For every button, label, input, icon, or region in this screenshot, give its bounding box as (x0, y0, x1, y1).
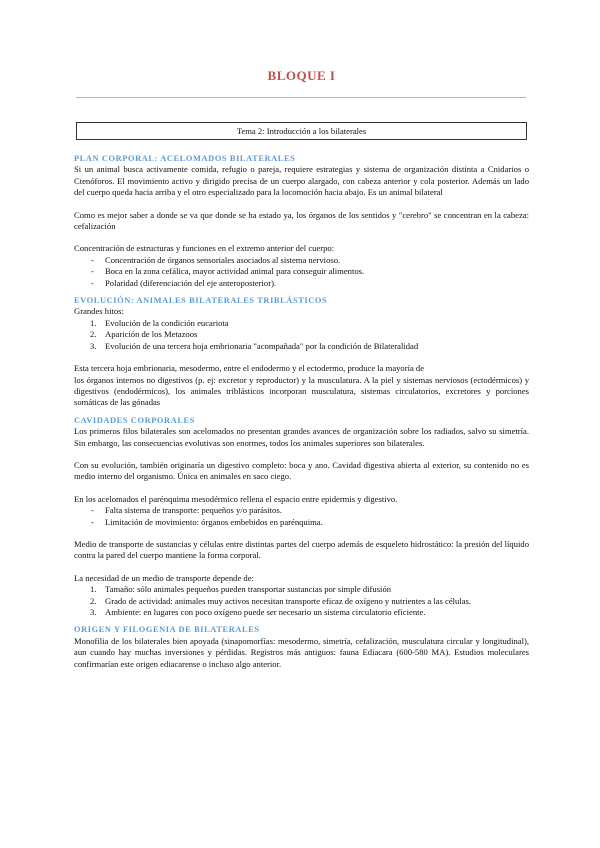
document-body (74, 153, 529, 670)
list-item: 2. Aparición de los Metazoos (90, 329, 198, 340)
section-heading-acelomados: PLAN CORPORAL: ACELOMADOS BILATERALES (74, 154, 296, 163)
numbered-list (74, 318, 529, 352)
paragraph: Grandes hitos: (74, 306, 124, 317)
paragraph: Monofilia de los bilaterales bien apoyada (sinapomorfías: mesodermo, simetría, cefalización, musculatura circular y longitudinal), aun cuando hay muchas inversiones y pérdidas. Registros más antiguos: fauna Ediacara (600-580 MA). Estudios moleculares confirmarían este origen ediacarense o incluso algo anterior. (74, 635, 529, 669)
bullet-list (74, 505, 529, 528)
paragraph: Los primeros filos bilaterales son acelomados no presentan grandes avances de organización sobre los radiados, salvo su simetría. Sin embargo, las consecuencias evolutivas son enormes, todos los animales superiores son bilaterales. (74, 426, 529, 448)
list-item: 2. Grado de actividad: animales muy activos necesitan transporte eficaz de oxígeno y nutrientes a las células. (90, 595, 472, 606)
paragraph: Concentración de estructuras y funciones en el extremo anterior del cuerpo: (74, 243, 335, 254)
section-heading-origen: ORIGEN Y FILOGENIA DE BILATERALES (74, 625, 260, 635)
paragraph: Con su evolución, también originaría un digestivo completo: boca y ano. Cavidad digestiva abierta al exterior, su contenido no es medio interno del organismo. Única en animales en saco ciego. (74, 459, 529, 482)
paragraph: Como es mejor saber a donde se va que donde se ha estado ya, los órganos de los sentidos y "cerebro" se concentran en la cabeza: cefalización (74, 209, 529, 232)
paragraph: Medio de transporte de sustancias y células entre distintas partes del cuerpo además de esqueleto hidrostático: la presión del líquido contra la pared del cuerpo mantiene la forma corporal. (74, 538, 529, 561)
list-item: 3. Ambiente: en lugares con poco oxígeno puede ser necesario un sistema circulatorio eficiente. (90, 607, 426, 617)
bullet-list (74, 255, 529, 289)
paragraph: Esta tercera hoja embrionaria, mesodermo, entre el endodermo y el ectodermo, produce la mayoría de (74, 363, 425, 374)
list-item: 1. Evolución de la condición eucariota (90, 317, 229, 328)
paragraph: La necesidad de un medio de transporte depende de: (74, 572, 254, 583)
page-title: BLOQUE I (267, 68, 336, 83)
paragraph: Si un animal busca activamente comida, refugio o pareja, requiere estrategias y sistema de organización distinta a Cnidarios o Ctenóforos. El movimiento activo y dirigido precisa de un cuerpo alargado, con cabeza anterior y cola posterior. Además un lado del cuerpo queda hacia arriba y el otro especializado para la locomoción hacia abajo. Es un animal bilateral (74, 164, 529, 198)
list-item: - Polaridad (diferenciación del eje anteroposterior). (91, 277, 277, 288)
paragraph: los órganos internos no digestivos (p. ej: excretor y reproductor) y la musculatura. A la piel y sistemas nerviosos (ectodérmicos) y digestivos (endodérmicos), los animales triblásticos incorporan musculatura, sistemas circulatorios, excretores y porciones somáticas de las gónadas (74, 374, 529, 408)
list-item: - Boca en la zona cefálica, mayor actividad animal para conseguir alimentos. (91, 266, 365, 277)
section-heading-cavidades: CAVIDADES CORPORALES (74, 415, 195, 425)
list-item: - Concentración de órganos sensoriales asociados al sistema nervioso. (91, 254, 341, 265)
list-item: - Limitación de movimiento: órganos embebidos en parénquima. (91, 516, 323, 527)
list-item: - Falta sistema de transporte: pequeños y/o parásitos. (91, 505, 282, 516)
title-divider (76, 97, 526, 98)
numbered-list (74, 584, 529, 618)
list-item: 1. Tamaño: sólo animales pequeños pueden transportar sustancias por simple difusión (90, 584, 392, 595)
list-item: 3. Evolución de una tercera hoja embrionaria "acompañada" por la condición de Bilateralidad (90, 340, 419, 351)
paragraph: En los acelomados el parénquima mesodérmico rellena el espacio entre epidermis y digestivo. (74, 493, 398, 504)
tema-box: Tema 2: Introducción a los bilaterales (76, 122, 527, 140)
section-heading-evolucion: EVOLUCIÓN: ANIMALES BILATERALES TRIBLÁSTICOS (74, 296, 328, 306)
